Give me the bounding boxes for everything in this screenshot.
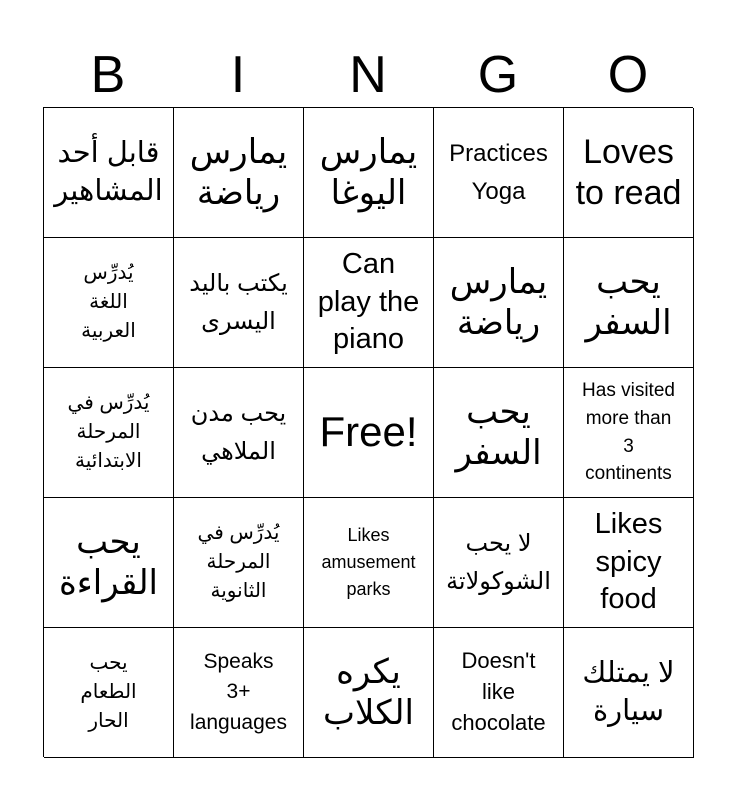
- cell-label: Loves to read: [575, 132, 682, 212]
- cell-label: يمارس رياضة: [189, 132, 288, 212]
- bingo-cell[interactable]: [174, 498, 304, 628]
- bingo-cell[interactable]: [564, 238, 694, 368]
- cell-label: Can play the piano: [317, 247, 420, 356]
- header-letter-i: I: [230, 46, 246, 104]
- cell-label: لا يمتلك سيارة: [582, 656, 675, 727]
- cell-label: يكتب باليد اليسرى: [189, 270, 288, 335]
- bingo-cell[interactable]: [564, 368, 694, 498]
- bingo-cell[interactable]: [44, 628, 174, 758]
- cell-label: يحب القراءة: [58, 522, 158, 602]
- cell-label: Speaks 3+ languages: [190, 649, 287, 734]
- bingo-cell[interactable]: [304, 628, 434, 758]
- cell-label: قابل أحد المشاهير: [54, 136, 163, 207]
- bingo-header: [43, 44, 693, 106]
- header-letter-o: O: [607, 46, 649, 104]
- header-letter-n: N: [349, 46, 387, 104]
- cell-label: يكره الكلاب: [323, 652, 414, 732]
- cell-label: يمارس رياضة: [449, 262, 548, 342]
- cell-label: Doesn't like chocolate: [451, 648, 546, 735]
- cell-label: Likes amusement parks: [321, 525, 416, 599]
- cell-label: يحب مدن الملاهي: [190, 400, 287, 465]
- cell-label: Likes spicy food: [594, 507, 663, 616]
- bingo-card-grid: [43, 107, 693, 757]
- header-letter-b: B: [90, 46, 126, 104]
- cell-label: يمارس اليوغا: [319, 132, 418, 212]
- cell-label: يحب السفر: [455, 392, 542, 472]
- cell-label: يُدرِّس في المرحلة الابتدائية: [67, 392, 150, 472]
- bingo-cell[interactable]: [174, 238, 304, 368]
- cell-label: يحب الطعام الحار: [80, 652, 137, 732]
- bingo-cell[interactable]: [304, 108, 434, 238]
- cell-label: يُدرِّس في المرحلة الثانوية: [197, 522, 280, 602]
- bingo-cell[interactable]: [564, 108, 694, 238]
- cell-label: Has visited more than 3 continents: [582, 380, 675, 485]
- bingo-cell[interactable]: [174, 368, 304, 498]
- bingo-cell[interactable]: [564, 498, 694, 628]
- cell-label: Free!: [319, 408, 418, 456]
- bingo-cell[interactable]: [434, 628, 564, 758]
- cell-label: لا يحب الشوكولاتة: [446, 530, 551, 595]
- bingo-cell[interactable]: [304, 498, 434, 628]
- bingo-cell[interactable]: [174, 108, 304, 238]
- bingo-cell[interactable]: [44, 108, 174, 238]
- bingo-cell[interactable]: [44, 498, 174, 628]
- bingo-cell[interactable]: [44, 238, 174, 368]
- bingo-cell[interactable]: [304, 238, 434, 368]
- free-space-cell[interactable]: [304, 368, 434, 498]
- bingo-cell[interactable]: [434, 368, 564, 498]
- cell-label: يُدرِّس اللغة العربية: [81, 262, 136, 342]
- bingo-cell[interactable]: [434, 108, 564, 238]
- header-letter-g: G: [477, 46, 519, 104]
- bingo-cell[interactable]: [44, 368, 174, 498]
- cell-label: يحب السفر: [585, 262, 672, 342]
- bingo-cell[interactable]: [174, 628, 304, 758]
- bingo-cell[interactable]: [564, 628, 694, 758]
- bingo-cell[interactable]: [434, 498, 564, 628]
- cell-label: Practices Yoga: [449, 140, 548, 205]
- bingo-cell[interactable]: [434, 238, 564, 368]
